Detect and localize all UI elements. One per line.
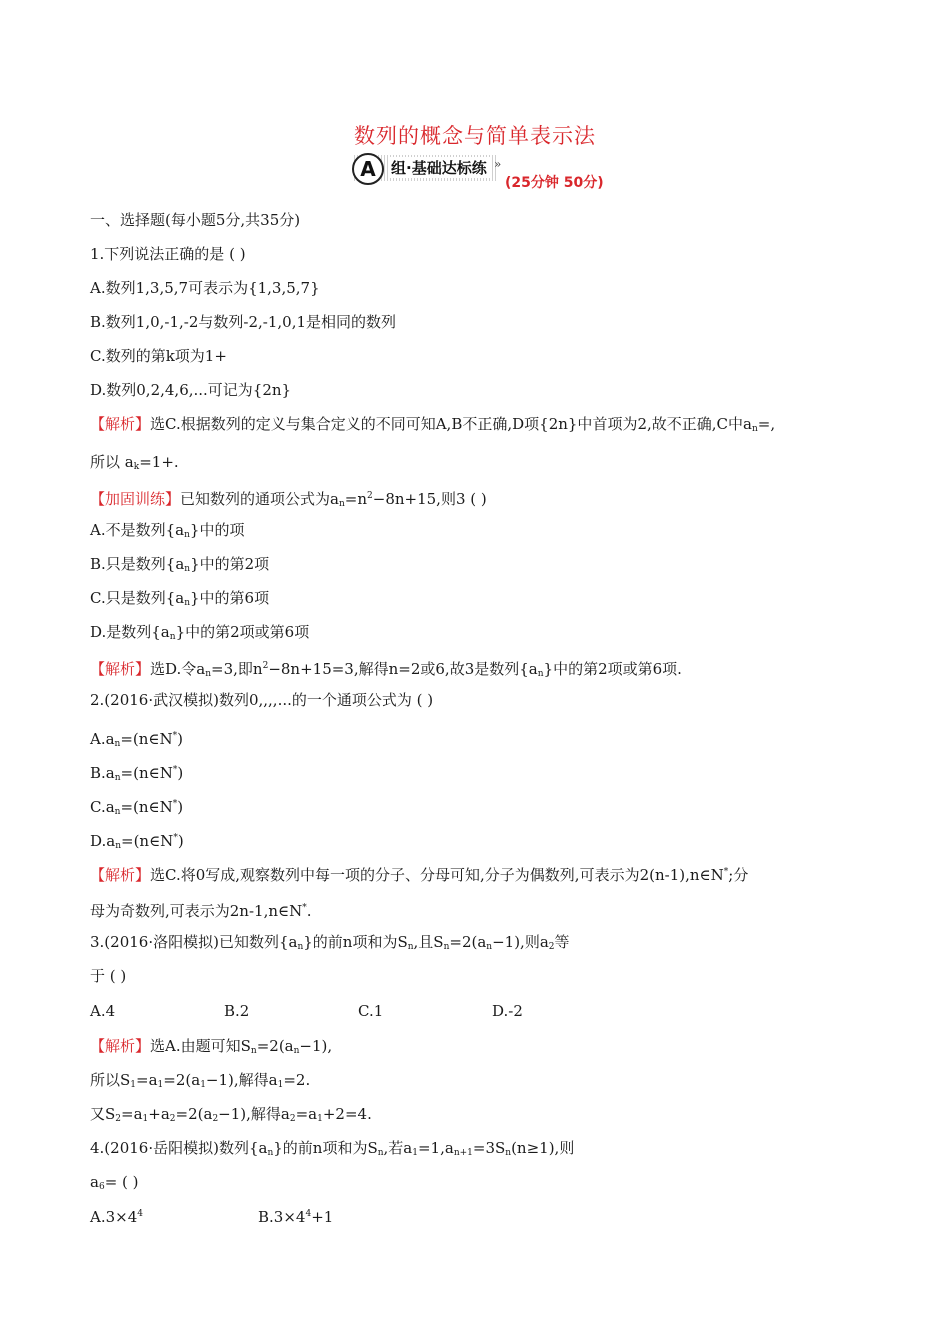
question-4: 4.(2016·岳阳模拟)数列$\{a_n\}$的前n项和为$S_n$,若$a_1=1,a_{n+1}=3S_n(n\ge 1)$,则 (90, 1139, 575, 1158)
q1-option-d: D.数列0,2,4,6,...可记为{2n} (90, 381, 292, 399)
q1-option-b: B.数列1,0,-1,-2与数列-2,-1,0,1是相同的数列 (90, 313, 397, 331)
reinforce-tag: 【加固训练】 (90, 490, 181, 508)
question-2: 2.(2016·武汉模拟)数列0,,,,...的一个通项公式为 ( ) (90, 691, 434, 709)
q3-option-a: A.4 (90, 1002, 116, 1020)
q3-option-c: C.1 (358, 1002, 384, 1020)
question-4-cont: $a_6=$ ( ) (90, 1173, 139, 1192)
reinforce-analysis: 【解析】选D.令$a_n=3$,即$n^2-8n+15=3$,解得n=2或6,故3是数列$\{a_n\}$中的第2项或第6项. (90, 660, 682, 679)
q3-option-b: B.2 (224, 1002, 250, 1020)
q1-option-a: A.数列1,3,5,7可表示为{1,3,5,7} (90, 279, 320, 297)
reinforce-option-d: D.是数列$\{a_n\}$中的第2项或第6项 (90, 623, 310, 642)
reinforce-option-c: C.只是数列$\{a_n\}$中的第6项 (90, 589, 270, 608)
section-heading: 一、选择题(每小题5分,共35分) (90, 211, 301, 229)
q2-option-c: $C.a_n=(n\in N^*)$ (90, 798, 184, 817)
q3-analysis: 【解析】选A.由题可知$S_n=2(a_n-1)$, (90, 1037, 333, 1056)
q3-analysis-line2: 所以$S_1=a_1=2(a_1-1)$,解得$a_1=2$. (90, 1071, 311, 1090)
q2-option-b: $B.a_n=(n\in N^*)$ (90, 764, 184, 783)
analysis-tag: 【解析】 (90, 415, 151, 433)
group-badge (352, 153, 500, 183)
q4-option-b: $B.3\times 4^4+1$ (258, 1208, 334, 1226)
page-title: 数列的概念与简单表示法 (354, 124, 596, 148)
q3-analysis-line3: 又$S_2=a_1+a_2=2(a_2-1)$,解得$a_2=a_1+2=4$. (90, 1105, 372, 1124)
q1-analysis: 【解析】选C.根据数列的定义与集合定义的不同可知A,B不正确,D项{2n}中首项为2,故不正确,C中$a_n=$, (90, 415, 776, 434)
q2-analysis-cont: 母为奇数列,可表示为2n-1,n∈N*. (90, 902, 312, 920)
reinforce-question: 【加固训练】已知数列的通项公式为$a_n=n^2-8n+15$,则3 ( ) (90, 490, 487, 509)
chevron-right-icon: » (494, 157, 502, 171)
q2-analysis: 【解析】选C.将0写成,观察数列中每一项的分子、分母可知,分子为偶数列,可表示为2(n-1),n∈N*;分 (90, 866, 749, 884)
q1-option-c: C.数列的第k项为1+ (90, 347, 227, 365)
q1-analysis-cont: 所以 $a_k=1+$. (90, 453, 179, 472)
time-limit: (25分钟 50分) (505, 175, 604, 191)
q2-option-a: $A.a_n=(n\in N^*)$ (90, 730, 184, 749)
group-label: 组·基础达标练 (388, 157, 490, 178)
question-1: 1.下列说法正确的是 ( ) (90, 245, 246, 263)
group-letter-icon: A (352, 153, 384, 185)
q2-option-d: $D.a_n=(n\in N^*)$ (90, 832, 184, 851)
question-3: 3.(2016·洛阳模拟)已知数列$\{a_n\}$的前n项和为$S_n$,且$S_n=2(a_n-1)$,则$a_2$等 (90, 933, 570, 952)
q3-option-d: D.-2 (492, 1002, 523, 1020)
q4-option-a: $A.3\times 4^4$ (90, 1208, 143, 1226)
reinforce-option-a: A.不是数列$\{a_n\}$中的项 (90, 521, 245, 540)
reinforce-option-b: B.只是数列$\{a_n\}$中的第2项 (90, 555, 270, 574)
question-3-cont: 于 ( ) (90, 967, 127, 985)
